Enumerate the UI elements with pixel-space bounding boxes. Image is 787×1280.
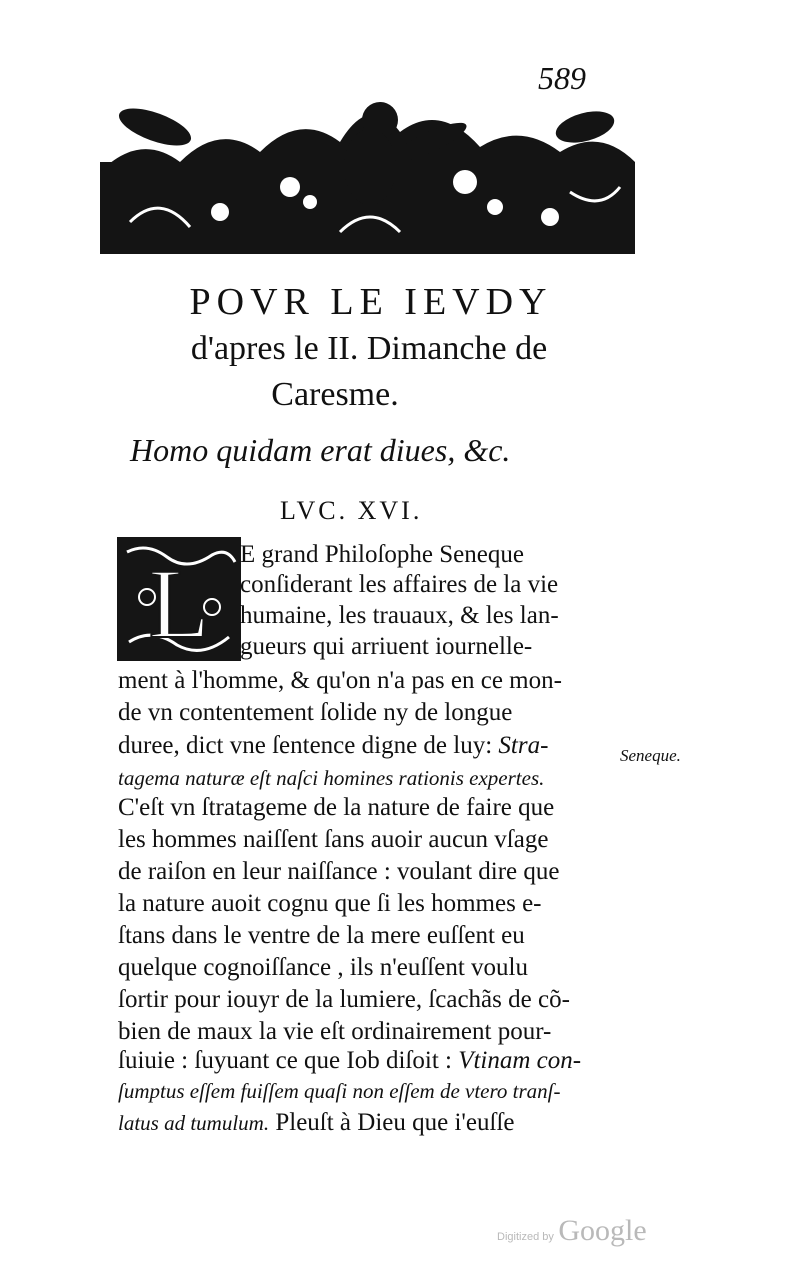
- body-line: les hommes naiſſent ſans auoir aucun vſage: [118, 826, 549, 853]
- decorated-initial-icon: [117, 537, 241, 661]
- body-text: ſuiuie : ſuyuant ce que Iob diſoit :: [118, 1047, 452, 1074]
- body-line: [118, 1108, 515, 1138]
- body-line: humaine, les trauaux, & les lan-: [240, 602, 559, 629]
- body-line: ſtans dans le ventre de la mere euſſent eu: [118, 922, 525, 949]
- latin-quote: latus ad tumulum.: [118, 1111, 270, 1135]
- body-line: E grand Philoſophe Seneque: [240, 541, 524, 568]
- body-line: la nature auoit cognu que ſi les hommes e-: [118, 890, 542, 917]
- title-line-2: d'apres le II. Dimanche de: [190, 330, 548, 367]
- body-line: gueurs qui arriuent iournelle-: [240, 633, 533, 660]
- body-line: de vn contentement ſolide ny de longue: [118, 699, 513, 726]
- body-line: ment à l'homme, & qu'on n'a pas en ce mon-: [118, 667, 562, 694]
- page-number: 589: [538, 60, 586, 96]
- body-line: C'eſt vn ſtratageme de la nature de faire que: [118, 794, 555, 821]
- body-line: conſiderant les affaires de la vie: [240, 571, 559, 598]
- body-line: de raiſon en leur naiſſance : voulant dire que: [118, 858, 560, 885]
- incipit: Homo quidam erat diues, &c.: [130, 432, 511, 468]
- title-line-3: Caresme.: [271, 376, 399, 413]
- body-line: [118, 1046, 581, 1076]
- body-line: [118, 731, 548, 761]
- body-line: ſortir pour iouyr de la lumiere, ſcachãs de cõ-: [118, 986, 570, 1013]
- margin-note: Seneque.: [620, 746, 681, 765]
- latin-quote: Stra-: [498, 732, 549, 759]
- body-text: Pleuſt à Dieu que i'euſſe: [275, 1109, 515, 1136]
- latin-quote: Vtinam con-: [458, 1047, 582, 1074]
- latin-quote-line: ſumptus eſſem fuiſſem quaſi non eſſem de vtero tranſ-: [118, 1079, 561, 1103]
- title-line-1: POVR LE IEVDY: [189, 281, 553, 323]
- digitized-watermark: [497, 1214, 647, 1248]
- body-line: bien de maux la vie eſt ordinairement pour-: [118, 1018, 552, 1045]
- scripture-reference: LVC. XVI.: [280, 496, 423, 525]
- dropcap-letter: L: [148, 548, 210, 659]
- woodcut-ornament-icon: [100, 92, 635, 254]
- body-line: quelque cognoiſſance , ils n'euſſent voulu: [118, 954, 528, 981]
- watermark-small: Digitized by: [497, 1231, 554, 1243]
- latin-quote-line: tagema naturæ eſt naſci homines rationis expertes.: [118, 766, 545, 790]
- watermark-brand: Google: [558, 1214, 647, 1247]
- body-text: duree, dict vne ſentence digne de luy:: [118, 732, 493, 759]
